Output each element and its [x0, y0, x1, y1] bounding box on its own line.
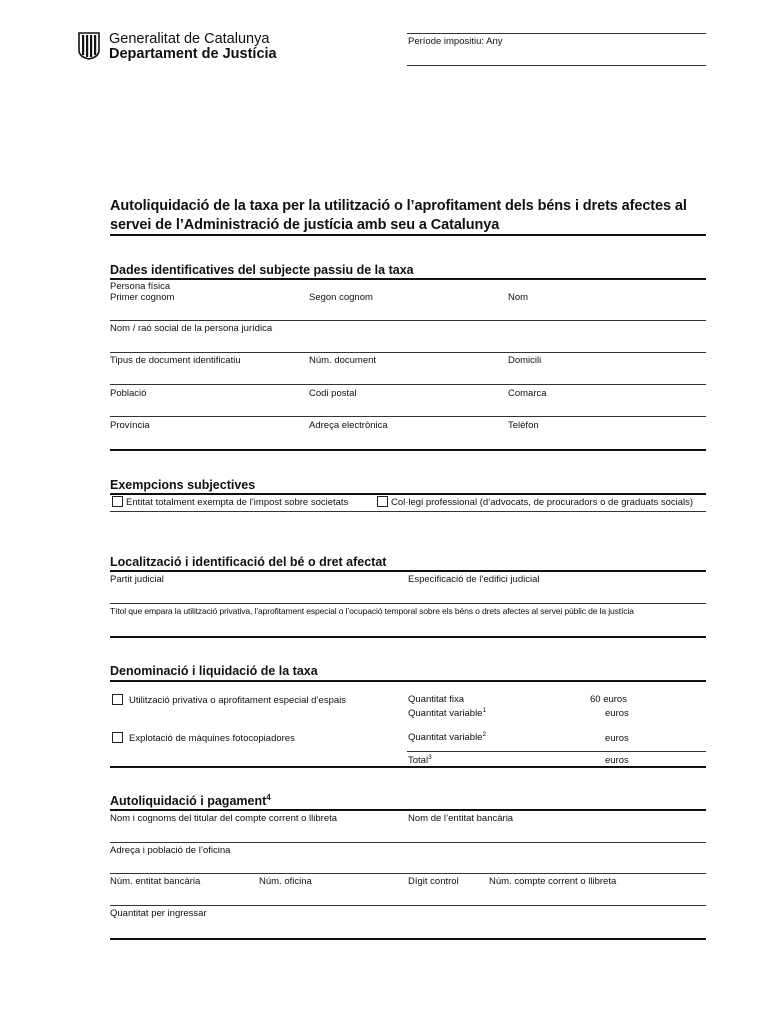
name-field-line[interactable]: [110, 320, 706, 321]
document-field-line[interactable]: [110, 384, 706, 385]
domicili-label: Domicili: [508, 355, 542, 366]
section-rule: [110, 938, 706, 940]
persona-fisica-label: Persona física: [110, 281, 171, 292]
digit-control-label: Dígit control: [408, 876, 459, 887]
num-document-label: Núm. document: [309, 355, 377, 366]
section-rule: [110, 766, 706, 768]
section-rule: [110, 680, 706, 682]
quantitat-ingressar-label: Quantitat per ingressar: [110, 908, 207, 919]
section-rule: [110, 636, 706, 638]
fotocopiadores-label: Explotació de màquines fotocopiadores: [129, 733, 295, 744]
collegi-professional-checkbox[interactable]: [377, 496, 388, 507]
section-localitzacio-heading: Localització i identificació del bé o dret afectat: [110, 555, 387, 569]
partit-field-line[interactable]: [110, 603, 706, 604]
section-rule: [110, 493, 706, 495]
generalitat-logo-icon: [77, 32, 101, 60]
quantitat-fixa-label: Quantitat fixa: [408, 694, 464, 705]
quantitat-variable-1-label: Quantitat variable$^1$: [408, 706, 487, 719]
section-rule: [110, 278, 706, 280]
utilitzacio-espais-label: Utilització privativa o aprofitament especial d’espais: [129, 695, 347, 706]
adreca-oficina-label: Adreça i població de l’oficina: [110, 845, 231, 856]
quantitat-variable-2-label: Quantitat variable$^2$: [408, 730, 487, 743]
rao-social-label: Nom / raó social de la persona jurídica: [110, 323, 273, 334]
section-subjecte-heading: Dades identificatives del subjecte passiu de la taxa: [110, 263, 414, 277]
num-compte-label: Núm. compte corrent o llibreta: [489, 876, 617, 887]
num-entitat-label: Núm. entitat bancària: [110, 876, 201, 887]
poblacio-label: Població: [110, 388, 147, 399]
edifici-judicial-label: Especificació de l’edifici judicial: [408, 574, 540, 585]
section-rule: [110, 809, 706, 811]
titular-field-line[interactable]: [110, 842, 706, 843]
section-exempcions-heading: Exempcions subjectives: [110, 478, 256, 492]
adreca-electronica-label: Adreça electrònica: [309, 420, 388, 431]
dept-name: Departament de Justícia: [109, 46, 277, 62]
comarca-label: Comarca: [508, 388, 547, 399]
fotocopiadores-checkbox[interactable]: [112, 732, 123, 743]
period-top-rule: [407, 33, 706, 34]
section-pagament-heading: Autoliquidació i pagament$^4$: [110, 792, 271, 808]
provincia-label: Província: [110, 420, 150, 431]
title-rule: [110, 234, 706, 236]
period-label: Període impositiu: Any: [408, 36, 503, 47]
exempta-societats-label: Entitat totalment exempta de l’impost sobre societats: [126, 497, 349, 508]
primer-cognom-label: Primer cognom: [110, 292, 175, 303]
titular-compte-label: Nom i cognoms del titular del compte corrent o llibreta: [110, 813, 338, 824]
poblacio-field-line[interactable]: [110, 416, 706, 417]
quantitat-variable-1-unit: euros: [605, 708, 629, 719]
exempta-societats-checkbox[interactable]: [112, 496, 123, 507]
form-title: Autoliquidació de la taxa per la utilització o l’aprofitament dels béns i drets afectes al servei de l’Administració de justícia amb seu a Catalunya: [110, 198, 687, 233]
section-rule: [110, 570, 706, 572]
utilitzacio-espais-checkbox[interactable]: [112, 694, 123, 705]
entitat-bancaria-label: Nom de l’entitat bancària: [408, 813, 514, 824]
collegi-professional-label: Col·legi professional (d’advocats, de procuradors o de graduats socials): [391, 497, 694, 508]
segon-cognom-label: Segon cognom: [309, 292, 373, 303]
compte-field-line[interactable]: [110, 905, 706, 906]
section-rule: [110, 511, 706, 512]
section-rule: [110, 449, 706, 451]
partit-judicial-label: Partit judicial: [110, 574, 164, 585]
total-top-rule: [407, 751, 706, 752]
total-unit: euros: [605, 755, 629, 766]
telefon-label: Telèfon: [508, 420, 539, 431]
section-liquidacio-heading: Denominació i liquidació de la taxa: [110, 664, 318, 678]
total-label: Total$^3$: [408, 753, 432, 766]
org-name: Generalitat de Catalunya: [109, 31, 270, 47]
quantitat-variable-2-unit: euros: [605, 733, 629, 744]
num-oficina-label: Núm. oficina: [259, 876, 312, 887]
codi-postal-label: Codi postal: [309, 388, 357, 399]
adreca-oficina-field-line[interactable]: [110, 873, 706, 874]
rao-social-field-line[interactable]: [110, 352, 706, 353]
nom-label: Nom: [508, 292, 529, 303]
titol-label: Títol que empara la utilització privativa, l’aprofitament especial o l’ocupació temporal sobre els béns o drets afectes al servei públic de la justícia: [110, 606, 634, 616]
quantitat-fixa-value: 60 euros: [590, 694, 627, 705]
tipus-document-label: Tipus de document identificatiu: [110, 355, 241, 366]
period-field[interactable]: [407, 65, 706, 66]
